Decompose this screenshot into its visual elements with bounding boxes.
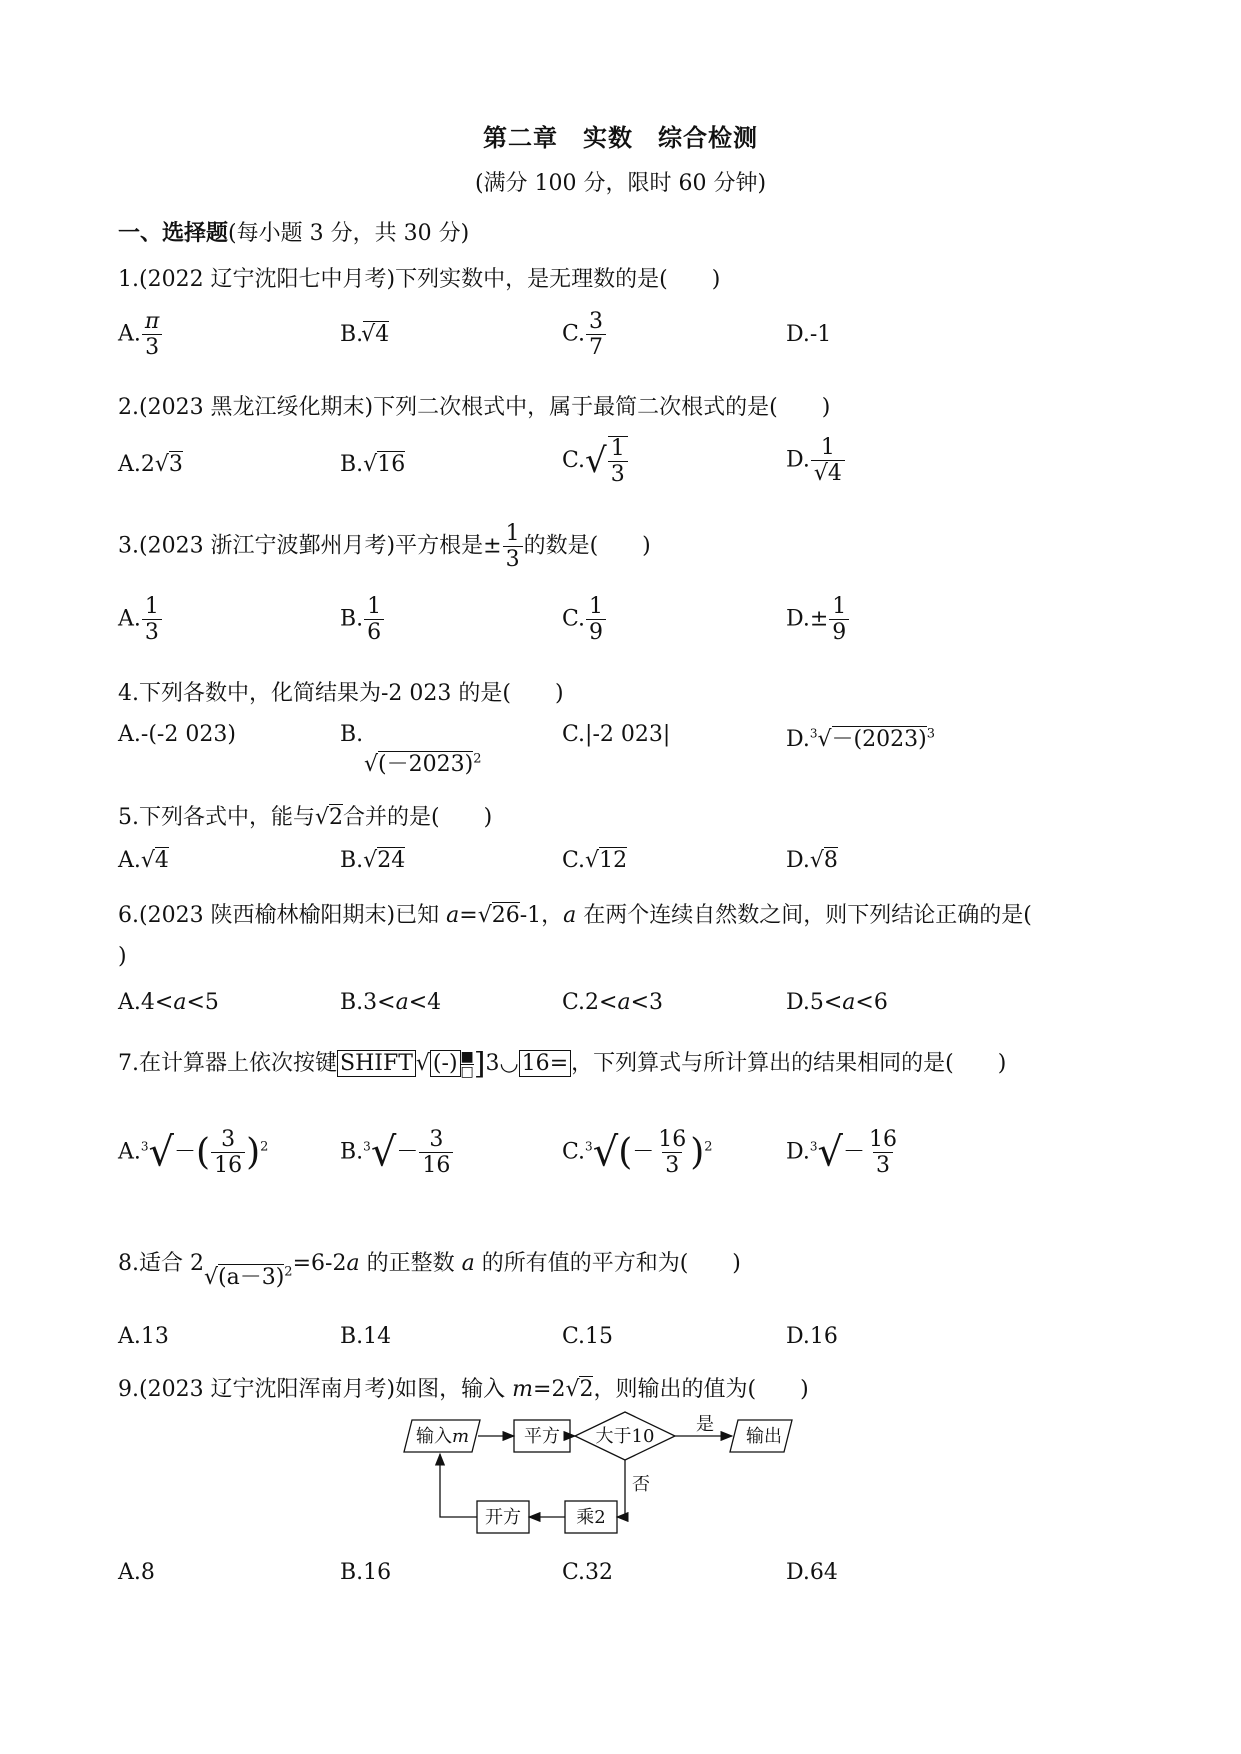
q6-option-b: B.3<a<4 — [340, 990, 442, 1015]
q6-option-d: D.5<a<6 — [786, 990, 888, 1015]
section-heading — [118, 216, 469, 247]
q7-option-b: B.$^3$√－ $\frac{3}{16}$ — [340, 1128, 454, 1177]
flow-sqrt-label: 开方 — [485, 1507, 521, 1528]
q2-option-b: B.√16 — [340, 452, 406, 477]
q2-option-d: D. $\frac{1}{√4}$ — [786, 436, 846, 485]
q1-option-b: B.√4 — [340, 322, 390, 347]
q8-option-b: B.14 — [340, 1324, 392, 1349]
section-label: 一、选择题 — [118, 221, 229, 246]
flow-decision-label: 大于10 — [595, 1426, 655, 1447]
arrow-key-icon: ◡ — [499, 1051, 519, 1076]
sqrt-key: √ — [415, 1051, 430, 1076]
q4-option-a: A.-(-2 023) — [118, 722, 236, 747]
q4-option-d: $D.^3√-(2023)^3$ — [786, 726, 935, 752]
q6-option-c: C.2<a<3 — [562, 990, 664, 1015]
q5-option-b: B.√24 — [340, 848, 406, 873]
q7-option-a: A.$^3$√－( $\frac{3}{16}$ )$^2$ — [118, 1127, 269, 1179]
flow-yes-label: 是 — [696, 1414, 714, 1435]
neg-key: (-) — [430, 1050, 461, 1077]
flow-input-label: 输入m — [416, 1426, 470, 1447]
page-subtitle: (满分 100 分，限时 60 分钟) — [474, 171, 767, 196]
q5-option-d: D.√8 — [786, 848, 838, 873]
q8-option-a: A.13 — [118, 1324, 169, 1349]
question-8-stem: 8.适合 $2√(a-3)^2=6-2a$ 的正整数 a 的所有值的平方和为( ) — [118, 1251, 741, 1290]
shift-key: SHIFT — [337, 1050, 416, 1077]
q3-option-a: A. $\frac{1}{3}$ — [118, 595, 163, 644]
section-note: (每小题 3 分，共 30 分) — [228, 221, 470, 246]
q1-option-c: C. $\frac{3}{7}$ — [562, 310, 607, 359]
q5-option-a: A.√4 — [118, 848, 169, 873]
q6-option-a: A.4<a<5 — [118, 990, 219, 1015]
q9-option-a: A.8 — [118, 1560, 155, 1585]
flow-output-label: 输出 — [746, 1426, 782, 1447]
fraction-key-icon: ■ □ — [460, 1048, 474, 1080]
q3-option-b: B. $\frac{1}{6}$ — [340, 595, 385, 644]
q1-option-a: A. $\frac{\pi}{3}$ — [118, 310, 163, 359]
q3-option-c: C. $\frac{1}{9}$ — [562, 595, 607, 644]
q1-option-d: D.-1 — [786, 322, 832, 347]
sixteen-key: 16= — [519, 1050, 571, 1077]
q8-option-d: D.16 — [786, 1324, 838, 1349]
q9-option-c: C.32 — [562, 1560, 614, 1585]
question-4-stem: 4.下列各数中，化简结果为-2 023 的是( ) — [118, 681, 564, 706]
question-5-stem: 5.下列各式中，能与√2合并的是( ) — [118, 805, 493, 830]
page-title: 第二章 实数 综合检测 — [483, 124, 758, 152]
question-2-stem: 2.(2023 黑龙江绥化期末)下列二次根式中，属于最简二次根式的是( ) — [118, 395, 831, 420]
radical: √4 — [361, 322, 390, 347]
question-7-stem: 7.在计算器上依次按键 SHIFT √ (-) ■ □ ]3◡ 16= ，下列算式与所计算出的结果相同的是( ) — [118, 1046, 1007, 1082]
q5-option-c: C.√12 — [562, 848, 628, 873]
flow-no-label: 否 — [632, 1474, 650, 1495]
flow-times2-label: 乘2 — [576, 1507, 606, 1528]
q7-option-c: C.$^3$√(－ $\frac{16}{3}$ )$^2$ — [562, 1127, 713, 1179]
flowchart-diagram — [400, 1410, 840, 1560]
question-9-stem: 9.(2023 辽宁沈阳浑南月考)如图，输入 m=2√2，则输出的值为( ) — [118, 1377, 809, 1402]
q4-option-c: C.|-2 023| — [562, 722, 671, 747]
q8-option-c: C.15 — [562, 1324, 614, 1349]
question-6-stem-cont: ) — [118, 944, 127, 969]
q2-option-a: A.2√3 — [118, 452, 183, 477]
question-1-stem: 1.(2022 辽宁沈阳七中月考)下列实数中，是无理数的是( ) — [118, 267, 721, 292]
question-6-stem: 6.(2023 陕西榆林榆阳期末)已知 a=√26-1，a 在两个连续自然数之间，则下列结论正确的是( — [118, 903, 1032, 928]
question-3-stem: 3.(2023 浙江宁波鄞州月考)平方根是± $\frac{1}{3}$ 的数是( ) — [118, 521, 651, 573]
q2-option-c: C.√ $\frac{1}{3}$ — [562, 436, 629, 486]
q9-option-b: B.16 — [340, 1560, 392, 1585]
flow-square-label: 平方 — [524, 1426, 560, 1447]
q3-option-d: D.± $\frac{1}{9}$ — [786, 595, 850, 644]
q9-option-d: D.64 — [786, 1560, 838, 1585]
q4-option-b: B. $√(-2023)^2$ — [340, 722, 482, 777]
q7-option-d: D.$^3$√－ $\frac{16}{3}$ — [786, 1127, 898, 1179]
